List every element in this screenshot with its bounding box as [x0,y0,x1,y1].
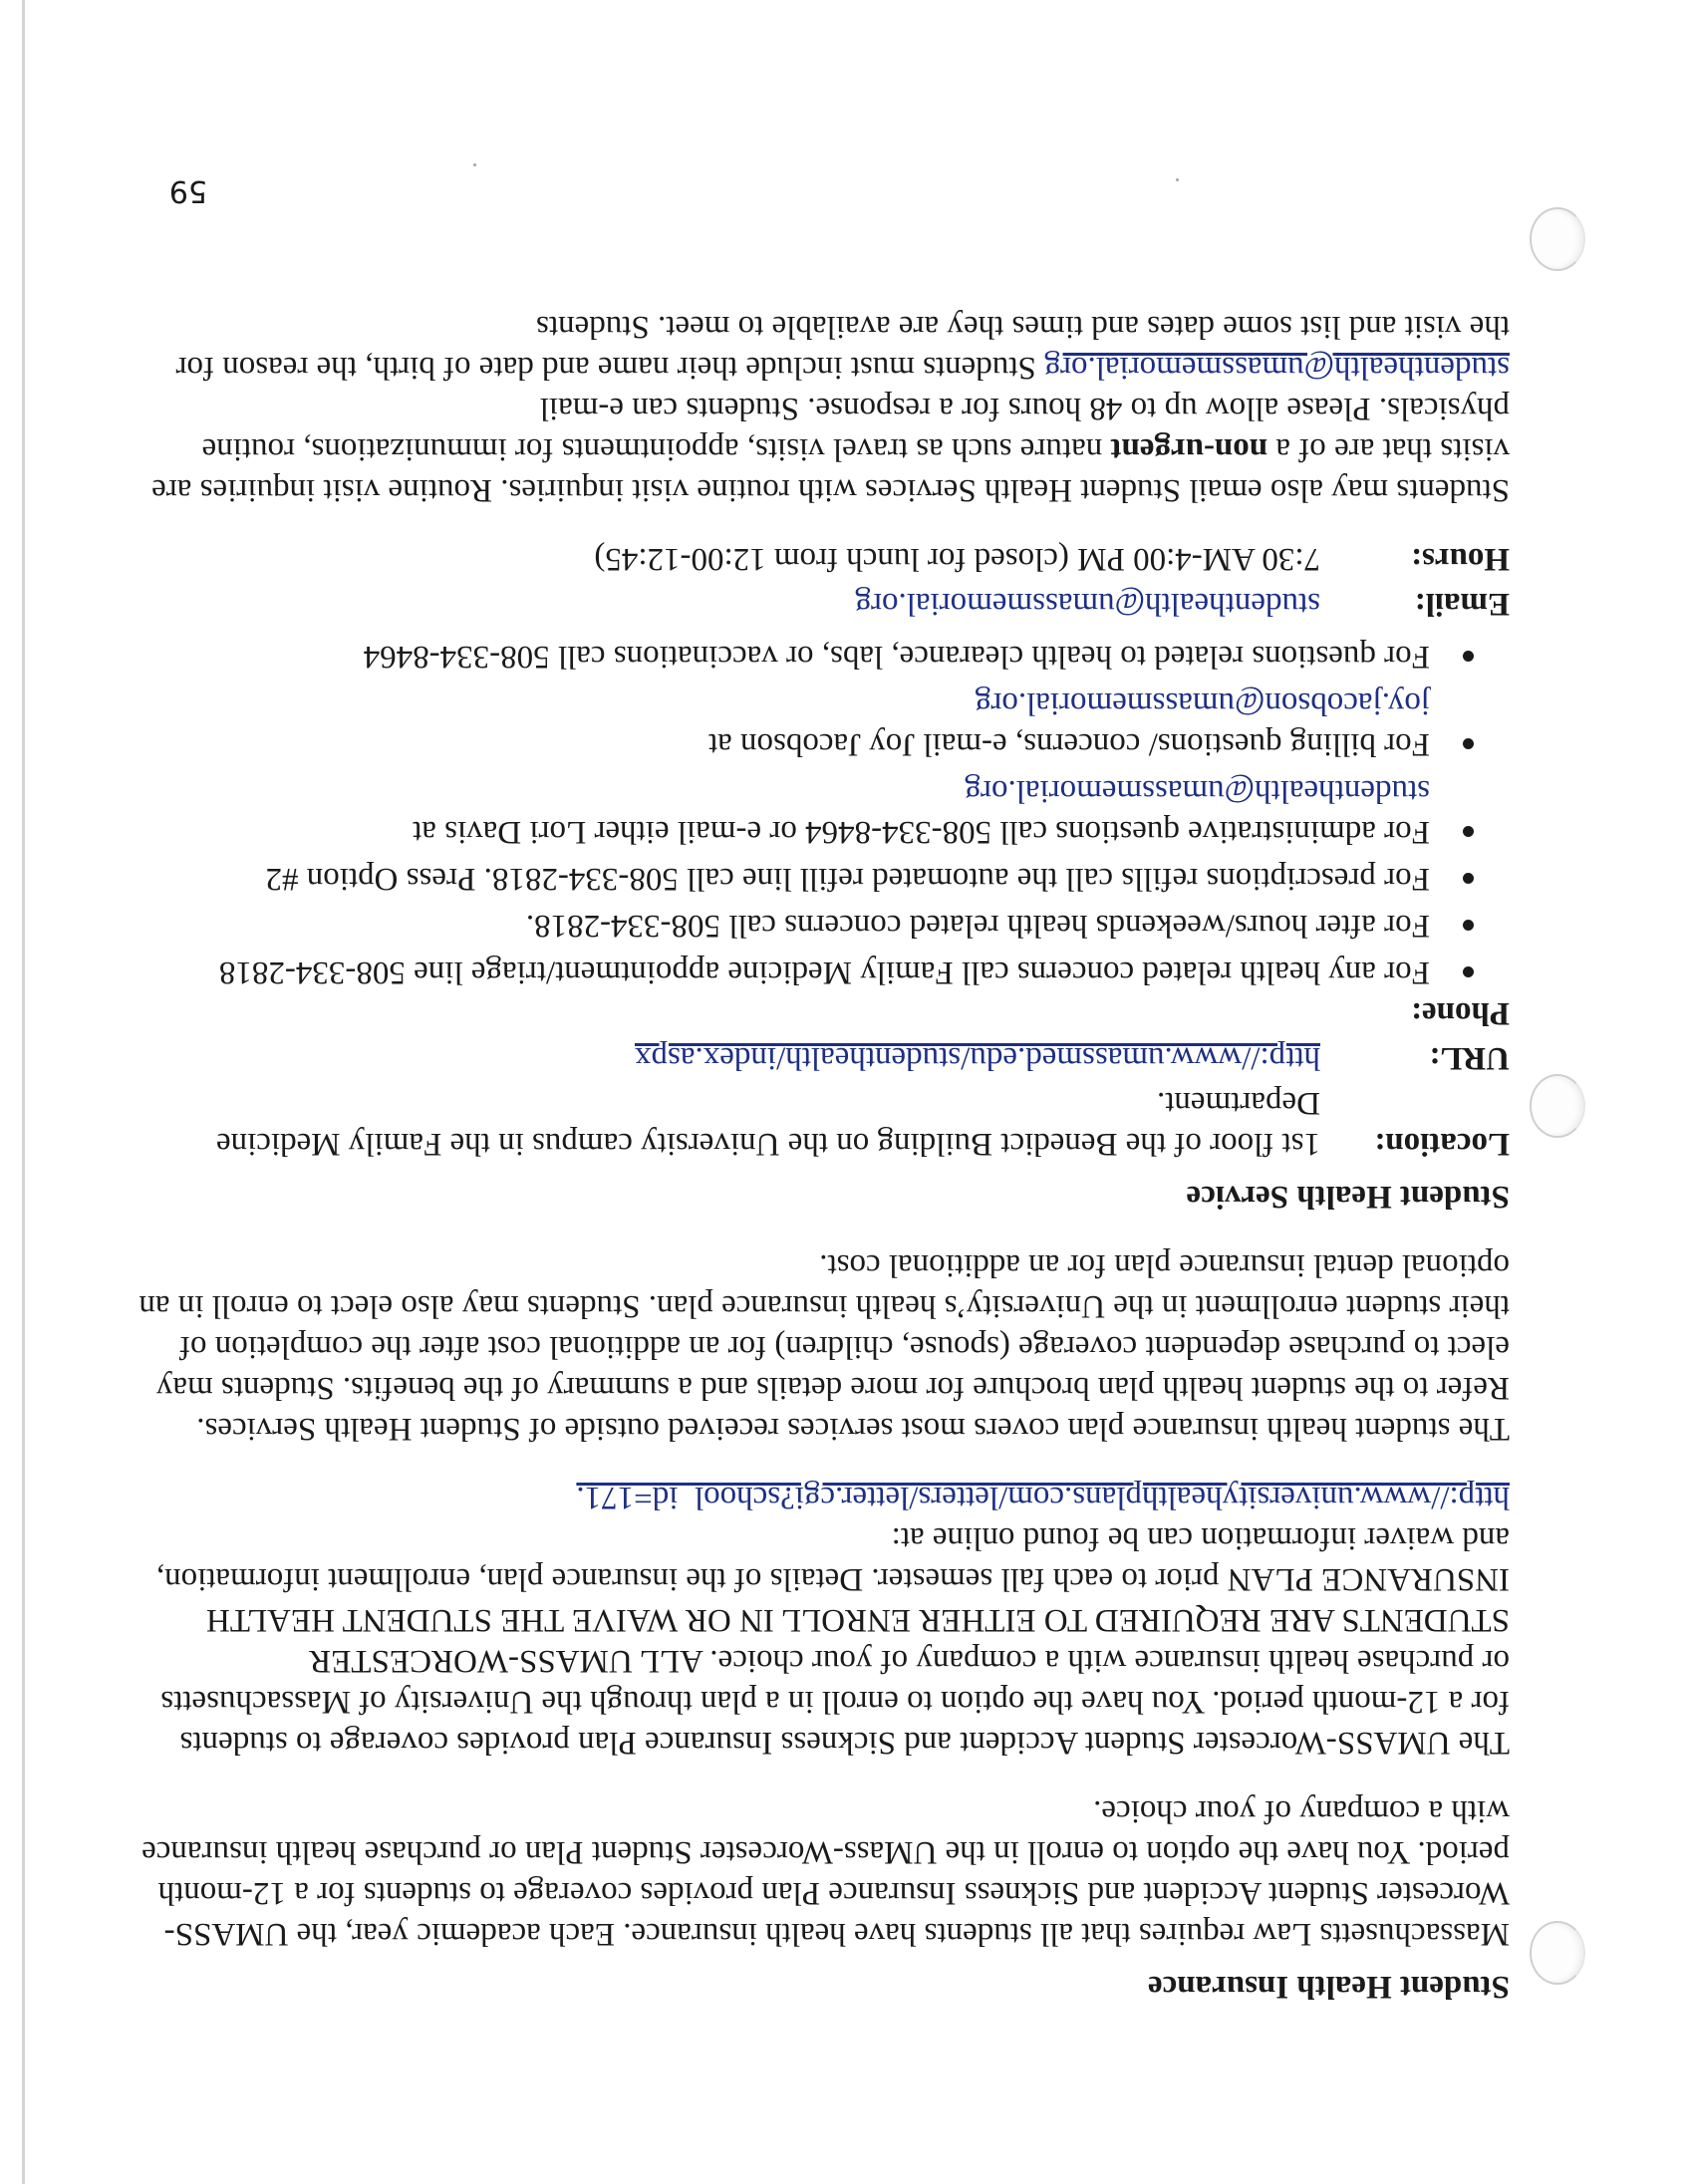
hours-label: Hours: [1411,541,1510,577]
non-urgent-emphasis: non-urgent [1110,431,1268,467]
instructions-email-link[interactable]: studenthealth@umassmemorial.org [1044,350,1510,386]
page-content [135,278,1510,2007]
list-item: For billing questions/ concerns, e-mail Joy Jacobson at joy.jacobson@umassmemorial.org [135,682,1448,764]
location-row [135,1082,1510,1164]
punch-hole-middle [1530,1074,1585,1138]
phone-label: Phone: [1411,995,1510,1031]
email-instructions-paragraph: Students may also email Student Health Services with routine visit inquiries. Routine visit inquiries are visits that are of a non-urgent nature such as travel visits, appointments for immunizations, routine physicals. Please allow up to 48 hours for a response. Students can e-mail studenthealth@umassmemorial.org Students must include their name and date of birth, the reason for the visit and list some dates and times they are available to meet. Students [151,309,1510,508]
insurance-plan-paragraph [135,1477,1510,1763]
page-number: 59 [168,173,207,208]
waiver-link[interactable]: http://www.universityhealthplans.com/letters/letter.cgi?school_id=171. [576,1480,1510,1515]
insurance-coverage-paragraph: The student health insurance plan covers most services received outside of Student Health Services. Refer to the student health plan brochure for more details and a summary of the benefits. Students may elect to purchase dependent coverage (spouse, children) for an additional cost after the completion of their student enrollment in the University’s health insurance plan. Students may also elect to enroll in an optional dental insurance plan for an additional cost. [139,1247,1510,1447]
phone-list [135,636,1510,992]
insurance-intro-paragraph: Massachusetts Law requires that all students have health insurance. Each academic year, the UMASS-Worcester Student Accident and Sickness Insurance Plan provides coverage to students for a 12-month period. You have the option to enroll in the UMass-Worcester Student Plan or purchase health insurance with a company of your choice. [141,1793,1510,1952]
phone-row [135,992,1510,1033]
email-row [135,583,1510,624]
scan-speck [473,163,476,166]
billing-email-link[interactable]: joy.jacobson@umassmemorial.org [975,685,1430,721]
admin-email-link[interactable]: studenthealth@umassmemorial.org [965,773,1430,809]
url-row [135,1037,1510,1078]
health-service-heading: Student Health Service [1186,1179,1510,1215]
punch-hole-top [1530,1921,1585,1985]
health-service-url-link[interactable]: http://www.umassmed.edu/studenthealth/index.aspx [634,1040,1320,1076]
punch-hole-bottom [1530,207,1585,271]
list-item: For questions related to health clearance, labs, or vaccinations call 508-334-8464 [135,636,1448,677]
hours-row [135,538,1510,579]
location-label: Location: [1374,1126,1510,1162]
insurance-plan-text: The UMASS-Worcester Student Accident and Sickness Insurance Plan provides coverage to students for a 12-month period. You have the option to enroll in a plan through the University of Massachusetts or purchase health insurance with a company of your choice. ALL UMASS-WORCESTER STUDENTS ARE REQUIRED TO EITHER ENROLL IN OR WAIVE THE STUDENT HEALTH INSURANCE PLAN prior to each fall semester. Details of the insurance plan, enrollment information, and waiver information can be found online at: [155,1520,1510,1761]
list-item: For prescriptions refills call the automated refill line call 508-334-2818. Press Option #2 [135,858,1448,899]
insurance-heading: Student Health Insurance [1147,1969,1510,2005]
list-item: For any health related concerns call Family Medicine appointment/triage line 508-334-2818 [135,952,1448,992]
url-label: URL: [1429,1040,1510,1076]
hours-value: 7:30 AM-4:00 PM (closed for lunch from 12:00-12:45) [594,541,1320,577]
email-label: Email: [1414,586,1510,622]
scan-speck [1176,178,1179,181]
location-value: 1st floor of the Benedict Building on the University campus in the Family Medicine Department. [215,1085,1320,1162]
page-edge [22,0,25,2184]
email-link[interactable]: studenthealth@umassmemorial.org [855,586,1320,622]
list-item: For after hours/weekends health related concerns call 508-334-2818. [135,905,1448,946]
list-item: For administrative questions call 508-334-8464 or e-mail either Lori Davis at studenthealth@umassmemorial.org [135,770,1448,852]
